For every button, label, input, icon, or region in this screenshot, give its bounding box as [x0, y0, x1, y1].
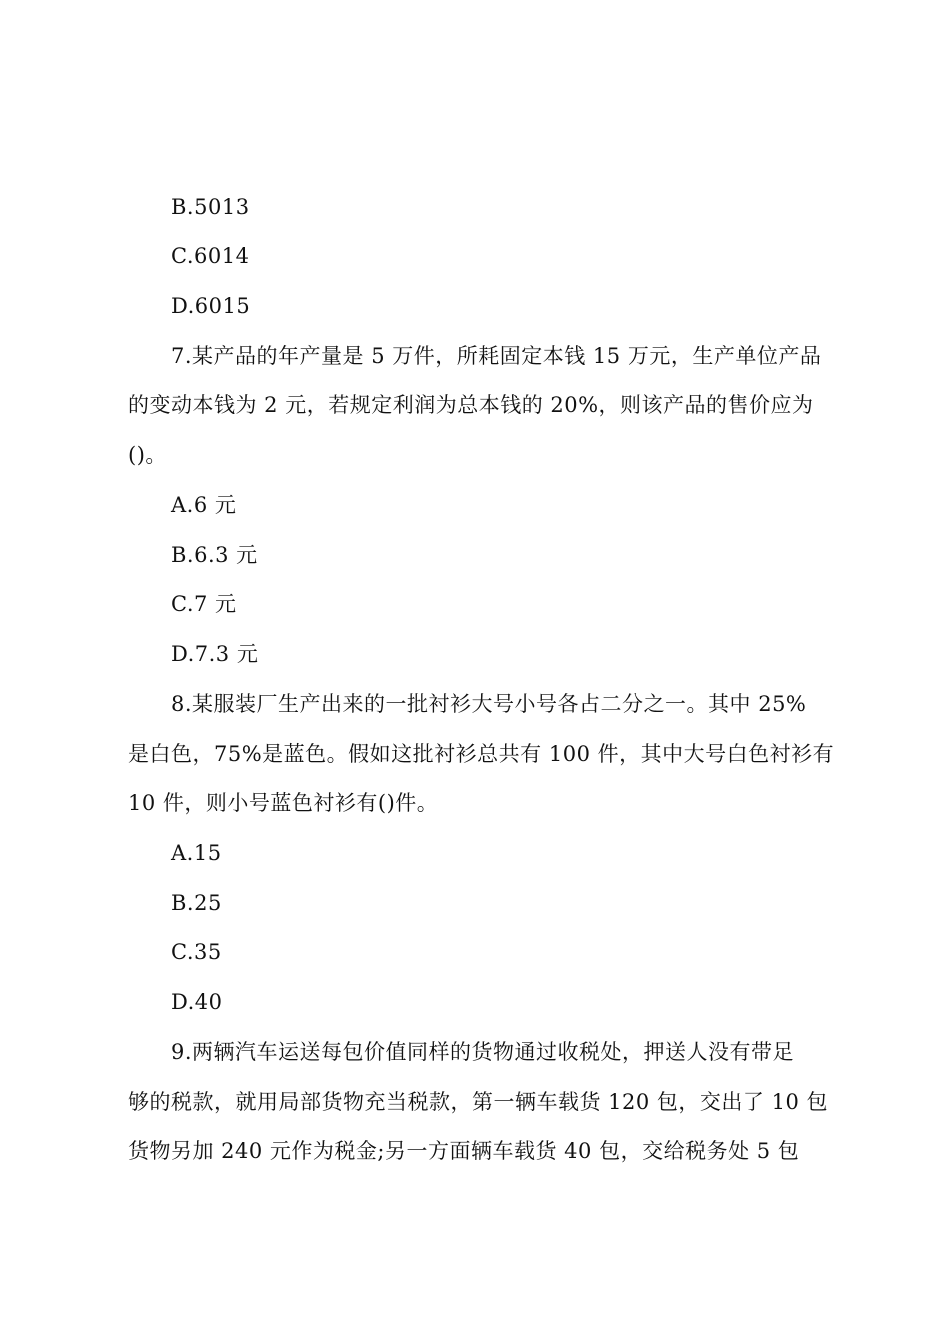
q7-option-a: A.6 元 — [171, 493, 237, 517]
q7-text-line-2: 的变动本钱为 2 元，若规定利润为总本钱的 20%，则该产品的售价应为 — [128, 393, 814, 417]
q6-option-d: D.6015 — [171, 294, 251, 318]
q7-text-line-3: ()。 — [128, 443, 167, 467]
q9-text-line-3: 货物另加 240 元作为税金;另一方面辆车载货 40 包，交给税务处 5 包 — [128, 1139, 800, 1163]
q7-text-line-1: 7.某产品的年产量是 5 万件，所耗固定本钱 15 万元，生产单位产品 — [171, 344, 822, 368]
q8-option-a: A.15 — [171, 841, 222, 865]
q6-option-c: C.6014 — [171, 244, 250, 268]
q8-option-b: B.25 — [171, 891, 222, 915]
q8-option-c: C.35 — [171, 940, 222, 964]
q7-option-c: C.7 元 — [171, 592, 237, 616]
q9-text-line-2: 够的税款，就用局部货物充当税款，第一辆车载货 120 包，交出了 10 包 — [128, 1090, 829, 1114]
q8-option-d: D.40 — [171, 990, 223, 1014]
q8-text-line-3: 10 件，则小号蓝色衬衫有()件。 — [128, 791, 439, 815]
q8-text-line-2: 是白色，75%是蓝色。假如这批衬衫总共有 100 件，其中大号白色衬衫有 — [128, 742, 835, 766]
q9-text-line-1: 9.两辆汽车运送每包价值同样的货物通过收税处，押送人没有带足 — [171, 1040, 795, 1064]
q7-option-d: D.7.3 元 — [171, 642, 259, 666]
q8-text-line-1: 8.某服装厂生产出来的一批衬衫大号小号各占二分之一。其中 25% — [171, 692, 807, 716]
q6-option-b: B.5013 — [171, 195, 250, 219]
q7-option-b: B.6.3 元 — [171, 543, 258, 567]
